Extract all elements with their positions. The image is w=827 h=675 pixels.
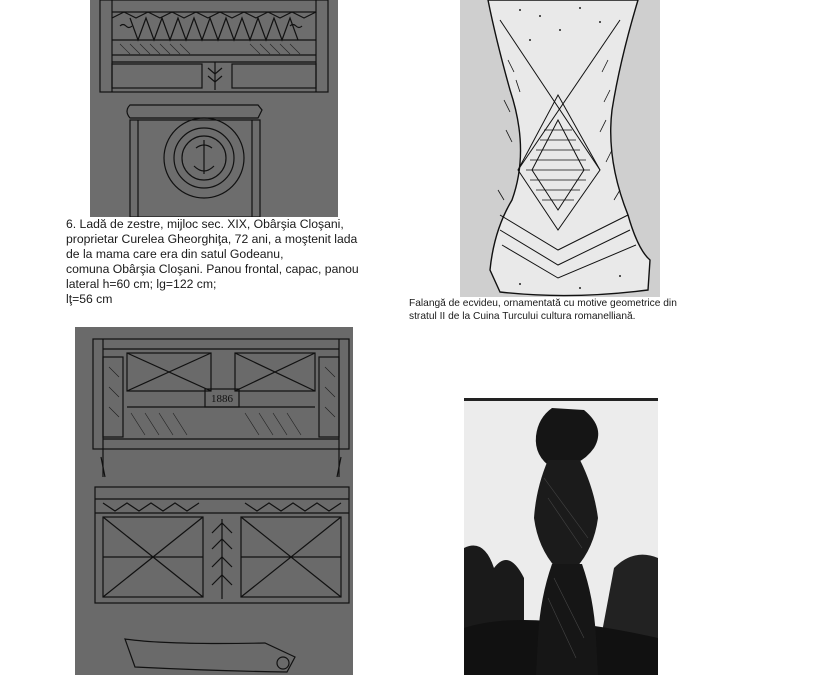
chest-drawing-top-caption [66, 217, 376, 307]
chest-drawing-top-svg [90, 0, 338, 217]
caption-line: de la mama care era din satul Godeanu, [66, 247, 284, 261]
caption-line: comuna Obârşia Cloşani. Panou frontal, capac, panou [66, 262, 359, 276]
carved-year-label: 1886 [211, 393, 233, 405]
chest-drawing-dated [75, 327, 353, 675]
caption-line: lţ=56 cm [66, 292, 113, 306]
carved-post-photo [464, 398, 658, 675]
carved-post-photo-svg [464, 398, 658, 675]
caption-line: Falangă de ecvideu, ornamentată cu motive geometrice din [409, 298, 677, 309]
bone-phalanx-caption [409, 298, 739, 323]
chest-drawing-top [90, 0, 338, 217]
bone-phalanx-drawing-svg [460, 0, 660, 297]
caption-line: lateral h=60 cm; lg=122 cm; [66, 277, 217, 291]
caption-line: stratul II de la Cuina Turcului cultura romanelliană. [409, 310, 636, 322]
caption-line: proprietar Curelea Gheorghiţa, 72 ani, a moştenit lada [66, 232, 358, 246]
chest-drawing-dated-svg [75, 327, 353, 675]
caption-line: 6. Ladă de zestre, mijloc sec. XIX, Obârşia Cloşani, [66, 217, 344, 231]
bone-phalanx-drawing [460, 0, 660, 297]
